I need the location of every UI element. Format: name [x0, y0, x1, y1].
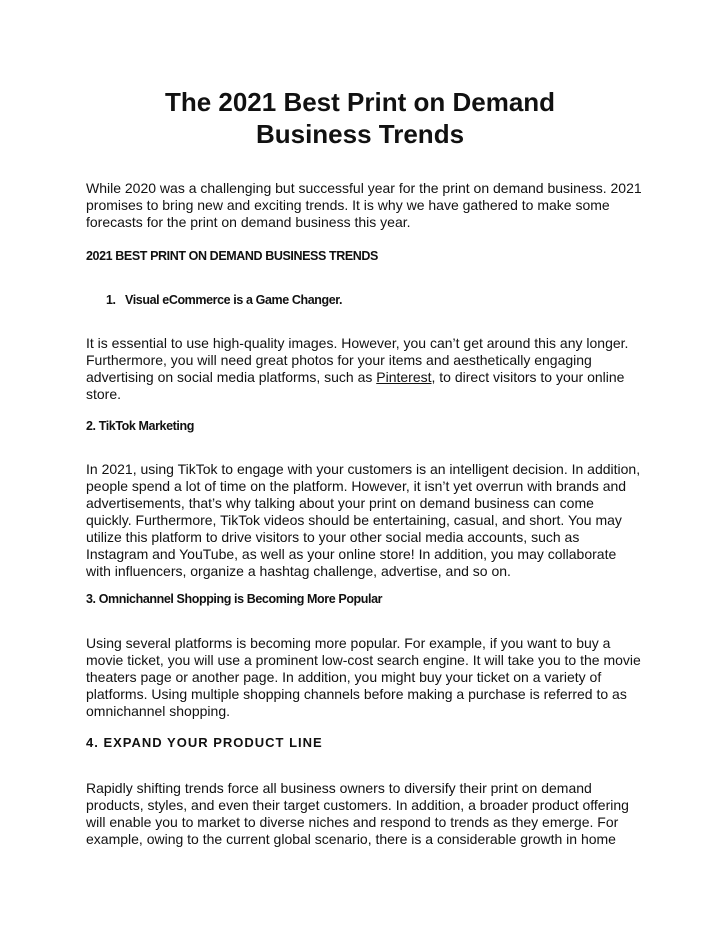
trend-2-paragraph: In 2021, using TikTok to engage with your customers is an intelligent decision. In addition, people spend a lot of time on the platform. However, it isn’t yet overrun with brands and advertisements, that’s why talking about your print on demand business can come quickly. Furthermore, TikTok videos should be entertaining, casual, and short. You may utilize this platform to drive visitors to your other social media accounts, such as Instagram and YouTube, as well as your online store! In addition, you may collaborate with influencers, organize a hashtag challenge, advertise, and so on.: [86, 461, 641, 579]
title-line-2: Business Trends: [255, 119, 465, 149]
trend-3-heading: 3. Omnichannel Shopping is Becoming More Popular: [86, 592, 383, 606]
trend-4-paragraph: Rapidly shifting trends force all business owners to diversify their print on demand products, styles, and even their target customers. In addition, a broader product offering will enable you to market to diverse niches and respond to trends as they emerge. For example, owing to the current global scenario, there is a considerable growth in home: [86, 780, 629, 847]
trend-1-text-before: It is essential to use high-quality images. However, you can’t get around this any longer. Furthermore, you will need great photos for your items and aesthetically engaging advertising on social media platforms, such as: [86, 335, 629, 385]
pinterest-link[interactable]: Pinterest: [376, 369, 432, 385]
trend-1-paragraph: [86, 335, 642, 403]
trend-1-heading: [106, 292, 626, 308]
trend-1-title: Visual eCommerce is a Game Changer.: [125, 293, 343, 307]
page-title: [86, 86, 634, 150]
title-line-1: The 2021 Best Print on Demand: [164, 87, 556, 117]
trend-3-paragraph: Using several platforms is becoming more popular. For example, if you want to buy a movie ticket, you will use a prominent low-cost search engine. It will take you to the movie theaters page or another page. In addition, you might buy your ticket on a variety of platforms. Using multiple shopping channels before making a purchase is referred to as omnichannel shopping.: [86, 635, 641, 719]
trend-2-heading: 2. TikTok Marketing: [86, 419, 194, 433]
section-heading: 2021 BEST PRINT ON DEMAND BUSINESS TRENDS: [86, 249, 378, 263]
trend-4-heading: 4. EXPAND YOUR PRODUCT LINE: [86, 735, 323, 750]
intro-paragraph: While 2020 was a challenging but successful year for the print on demand business. 2021 promises to bring new and exciting trends. It is why we have gathered to make some forecasts for the print on demand business this year.: [86, 180, 642, 230]
trend-1-text-after: , to direct visitors to your online store.: [86, 369, 625, 402]
trend-1-number: 1.: [106, 293, 116, 307]
